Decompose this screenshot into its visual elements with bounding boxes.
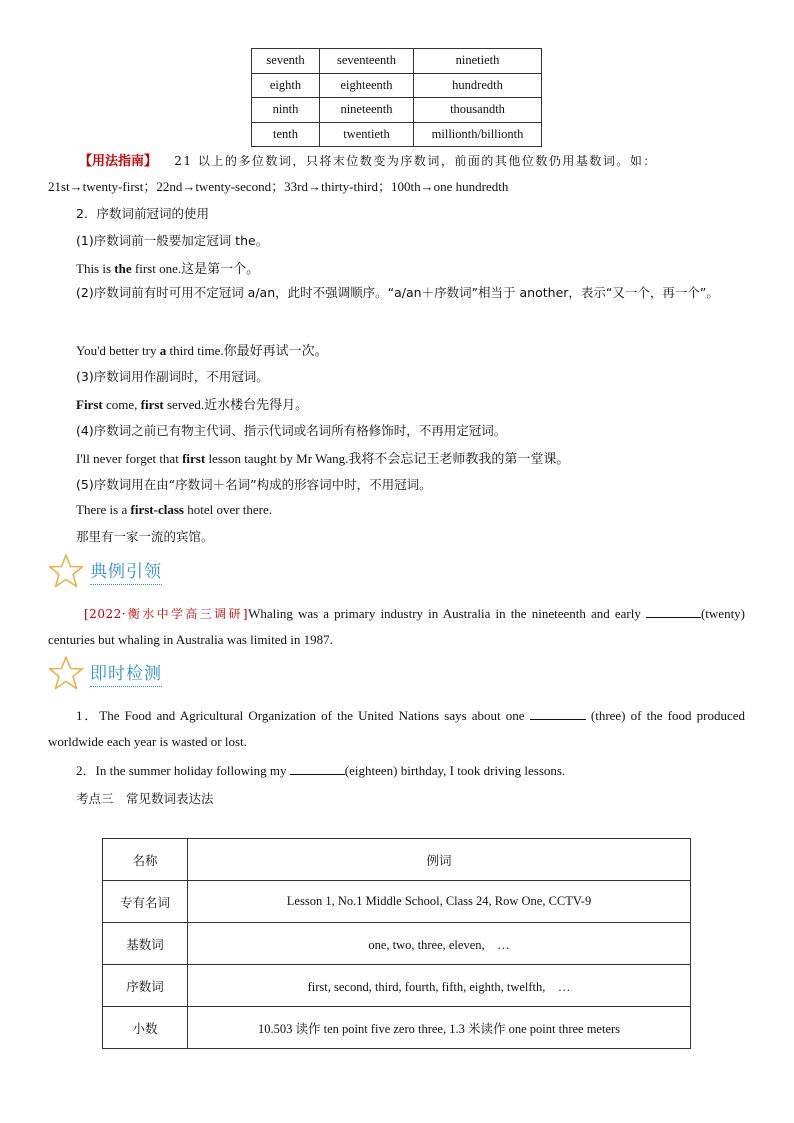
example-cell: first, second, third, fourth, fifth, eighth, twelfth, …	[188, 965, 691, 1007]
example-text: hotel over there.	[183, 502, 273, 517]
articles-example-5-translation: 那里有一家一流的宾馆。	[76, 529, 214, 544]
answer-blank[interactable]	[530, 707, 586, 720]
articles-example-3	[76, 394, 308, 413]
quiz-section-header	[48, 655, 162, 691]
table-cell: ninth	[252, 98, 320, 123]
example-question	[48, 601, 745, 653]
table-cell: seventh	[252, 49, 320, 74]
example-bold: first-class	[130, 502, 184, 517]
example-section-title: 典例引领	[90, 557, 162, 585]
articles-rule-2: (2)序数词前有时可用不定冠词 a/an，此时不强调顺序。“a/an＋序数词”相当于 another，表示“又一个，再一个”。	[76, 285, 719, 300]
answer-blank[interactable]	[646, 605, 701, 618]
table-row	[252, 73, 542, 98]
table-cell: millionth/billionth	[414, 122, 542, 147]
usage-guide-text: 21 以上的多位数词，只将末位数变为序数词，前面的其他位数仍用基数词。如：	[174, 154, 657, 168]
articles-example-1	[76, 258, 259, 277]
quiz-q1-before: 1．The Food and Agricultural Organization of the United Nations says about one	[76, 708, 530, 723]
usage-guide-examples: 21st→twenty-first；22nd→twenty-second；33rd→thirty-third；100th→one hundredth	[48, 179, 509, 194]
example-text-before: Whaling was a primary industry in Australia in the nineteenth and early	[248, 606, 646, 621]
table-cell: ninetieth	[414, 49, 542, 74]
answer-blank[interactable]	[290, 762, 345, 775]
table-row	[103, 965, 691, 1007]
articles-rule-3: (3)序数词用作副词时，不用冠词。	[76, 369, 269, 384]
star-icon	[48, 655, 84, 691]
example-text: lesson taught by Mr Wang.我将不会忘记王老师教我的第一堂课。	[205, 451, 570, 466]
term-cell: 基数词	[103, 923, 188, 965]
table-row	[103, 1007, 691, 1049]
quiz-question-1	[48, 703, 745, 755]
number-expression-table-body	[103, 881, 691, 1049]
articles-rule-4: (4)序数词之前已有物主代词、指示代词或名词所有格修饰时，不再用定冠词。	[76, 423, 507, 438]
table-cell: seventeenth	[320, 49, 414, 74]
example-text-after: (twenty) centuries but whaling in Australia was limited in 1987.	[48, 606, 746, 647]
table-header: 名称	[103, 839, 188, 881]
quiz-q1-after: (three) of the food produced worldwide each year is wasted or lost.	[48, 708, 745, 749]
table-cell: nineteenth	[320, 98, 414, 123]
point3-heading: 考点三 常见数词表达法	[76, 791, 214, 806]
example-text: third time.你最好再试一次。	[166, 343, 328, 358]
quiz-q2-before: 2．In the summer holiday following my	[76, 763, 290, 778]
usage-guide-tag: 【用法指南】	[79, 153, 158, 168]
example-source: [2022·衡水中学高三调研]	[84, 607, 249, 621]
example-cell: 10.503 读作 ten point five zero three, 1.3 米读作 one point three meters	[188, 1007, 691, 1049]
example-text: I'll never forget that	[76, 451, 183, 466]
example-bold: First	[76, 397, 103, 412]
articles-example-2	[76, 340, 328, 359]
table-row	[252, 98, 542, 123]
table-row	[103, 923, 691, 965]
table-row	[103, 881, 691, 923]
articles-example-5	[76, 502, 272, 518]
number-expression-table	[102, 838, 691, 1049]
table-cell: tenth	[252, 122, 320, 147]
example-bold: a	[159, 343, 167, 358]
articles-rule-1: (1)序数词前一般要加定冠词 the。	[76, 233, 269, 248]
articles-example-4	[76, 448, 569, 467]
ordinal-table	[251, 48, 542, 147]
table-header-row	[103, 839, 691, 881]
example-cell: one, two, three, eleven, …	[188, 923, 691, 965]
articles-heading: 2．序数词前冠词的使用	[76, 206, 209, 221]
table-cell: hundredth	[414, 73, 542, 98]
table-cell: eighteenth	[320, 73, 414, 98]
example-section-header	[48, 553, 162, 589]
table-header: 例词	[188, 839, 691, 881]
table-row	[252, 122, 542, 147]
quiz-question-2	[76, 760, 565, 779]
example-text: served.近水楼台先得月。	[163, 397, 309, 412]
articles-rule-5: (5)序数词用在由“序数词＋名词”构成的形容词中时，不用冠词。	[76, 477, 432, 492]
example-bold: the	[114, 261, 132, 276]
example-bold: first	[140, 397, 164, 412]
example-text: You'd better try	[76, 343, 160, 358]
table-cell: eighth	[252, 73, 320, 98]
table-row	[252, 49, 542, 74]
ordinal-table-body	[252, 49, 542, 147]
table-cell: thousandth	[414, 98, 542, 123]
quiz-section-title: 即时检测	[90, 659, 162, 687]
term-cell: 小数	[103, 1007, 188, 1049]
example-text: This is	[76, 261, 115, 276]
term-cell: 专有名词	[103, 881, 188, 923]
quiz-q2-after: (eighteen) birthday, I took driving lessons.	[344, 763, 566, 778]
example-text: first one.这是第一个。	[131, 261, 260, 276]
star-icon	[48, 553, 84, 589]
example-text: There is a	[76, 502, 131, 517]
example-bold: first	[182, 451, 206, 466]
usage-guide	[79, 150, 657, 169]
term-cell: 序数词	[103, 965, 188, 1007]
example-text: come,	[102, 397, 141, 412]
table-cell: twentieth	[320, 122, 414, 147]
example-cell: Lesson 1, No.1 Middle School, Class 24, Row One, CCTV-9	[188, 881, 691, 923]
